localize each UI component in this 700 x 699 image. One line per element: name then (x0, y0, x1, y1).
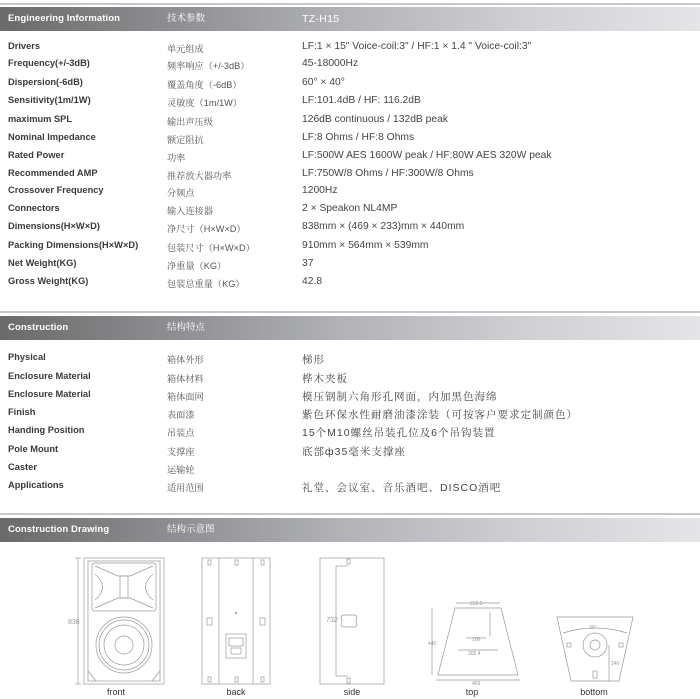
construction-row-enclosure-material: Enclosure Material 箱体材料 桦木夹板 (8, 371, 348, 385)
section-header-construction (0, 316, 700, 340)
top-view-drawing (428, 600, 528, 686)
spec-row-rated-power: Rated Power 功率 LF:500W AES 1600W peak / HF:80W AES 320W peak (8, 150, 552, 163)
view-caption-top: top (465, 687, 479, 697)
construction-row-caster: Caster 运输轮 (8, 462, 195, 475)
section-header-engineering (0, 7, 700, 31)
view-caption-bottom: bottom (580, 687, 608, 697)
construction-row-grille: Enclosure Material 箱体面网 模压钢制六角形孔网面，内加黑色海绵 (8, 389, 498, 403)
spec-row-dimensions: Dimensions(H×W×D) 净尺寸（H×W×D） 838mm × (469 × 233)mm × 440mm (8, 221, 465, 234)
back-view-drawing (200, 556, 275, 686)
svg-text:732: 732 (326, 617, 338, 624)
view-caption-back: back (226, 687, 246, 697)
svg-text:440: 440 (428, 641, 437, 647)
divider-line (0, 311, 700, 313)
construction-row-pole-mount: Pole Mount 支撑座 底部ф35毫米支撑座 (8, 444, 406, 458)
spec-row-max-spl: maximum SPL 输出声压级 126dB continuous / 132dB peak (8, 114, 448, 127)
view-caption-side: side (343, 687, 361, 697)
spec-row-frequency: Frequency(+/-3dB) 频率响应（+/-3dB） 45-18000Hz (8, 58, 359, 71)
spec-row-dispersion: Dispersion(-6dB) 覆盖角度（-6dB） 60° × 40° (8, 77, 345, 90)
svg-text:838: 838 (68, 619, 80, 626)
construction-row-physical: Physical 箱体外形 梯形 (8, 352, 325, 366)
section-title-cn: 技术参数 (167, 13, 206, 24)
spec-row-gross-weight: Gross Weight(KG) 包装总重量（KG） 42.8 (8, 276, 323, 289)
spec-row-connectors: Connectors 输入连接器 2 × Speakon NL4MP (8, 203, 398, 216)
front-view-drawing (68, 556, 168, 686)
section-title-cn: 结构特点 (167, 322, 206, 333)
svg-text:240: 240 (611, 661, 620, 667)
svg-text:469: 469 (472, 681, 481, 686)
view-caption-front: front (106, 687, 125, 697)
construction-row-handing-position: Handing Position 吊装点 15个M10螺丝吊装孔位及6个吊钩装置 (8, 425, 496, 439)
section-title-cn: 结构示意图 (167, 524, 215, 535)
spec-row-recommended-amp: Recommended AMP 推荐放大器功率 LF:750W/8 Ohms / HF:300W/8 Ohms (8, 168, 474, 181)
spec-row-sensitivity: Sensitivity(1m/1W) 灵敏度（1m/1W） LF:101.4dB / HF: 116.2dB (8, 95, 421, 108)
svg-text:265.4: 265.4 (468, 651, 481, 657)
section-title-en: Construction Drawing (8, 524, 110, 535)
divider-line (0, 3, 700, 5)
svg-text:30°: 30° (589, 625, 597, 631)
side-view-drawing (318, 556, 388, 686)
spec-row-net-weight: Net Weight(KG) 净重量（KG） 37 (8, 258, 314, 271)
divider-line (0, 513, 700, 515)
spec-row-crossover: Crossover Frequency 分频点 1200Hz (8, 185, 338, 198)
svg-text:100: 100 (472, 637, 481, 643)
construction-row-applications: Applications 适用范围 礼堂、会议室、音乐酒吧、DISCO酒吧 (8, 480, 502, 494)
spec-row-drivers: Drivers 单元组成 LF:1 × 15" Voice-coil:3" / HF:1 × 1.4 " Voice-coil:3" (8, 41, 532, 54)
model-name: TZ-H15 (302, 13, 340, 25)
spec-row-impedance: Nominal Impedance 额定阻抗 LF:8 Ohms / HF:8 Ohms (8, 132, 415, 145)
svg-text:233.2: 233.2 (470, 601, 483, 607)
bottom-view-drawing (555, 615, 635, 687)
section-title-en: Construction (8, 322, 69, 333)
section-title-en: Engineering Information (8, 13, 121, 24)
section-header-drawing (0, 518, 700, 542)
construction-row-finish: Finish 表面漆 紫色环保水性耐磨油漆涂装（可按客户要求定制颜色） (8, 407, 578, 421)
spec-row-packing-dimensions: Packing Dimensions(H×W×D) 包装尺寸（H×W×D） 910mm × 564mm × 539mm (8, 240, 429, 253)
